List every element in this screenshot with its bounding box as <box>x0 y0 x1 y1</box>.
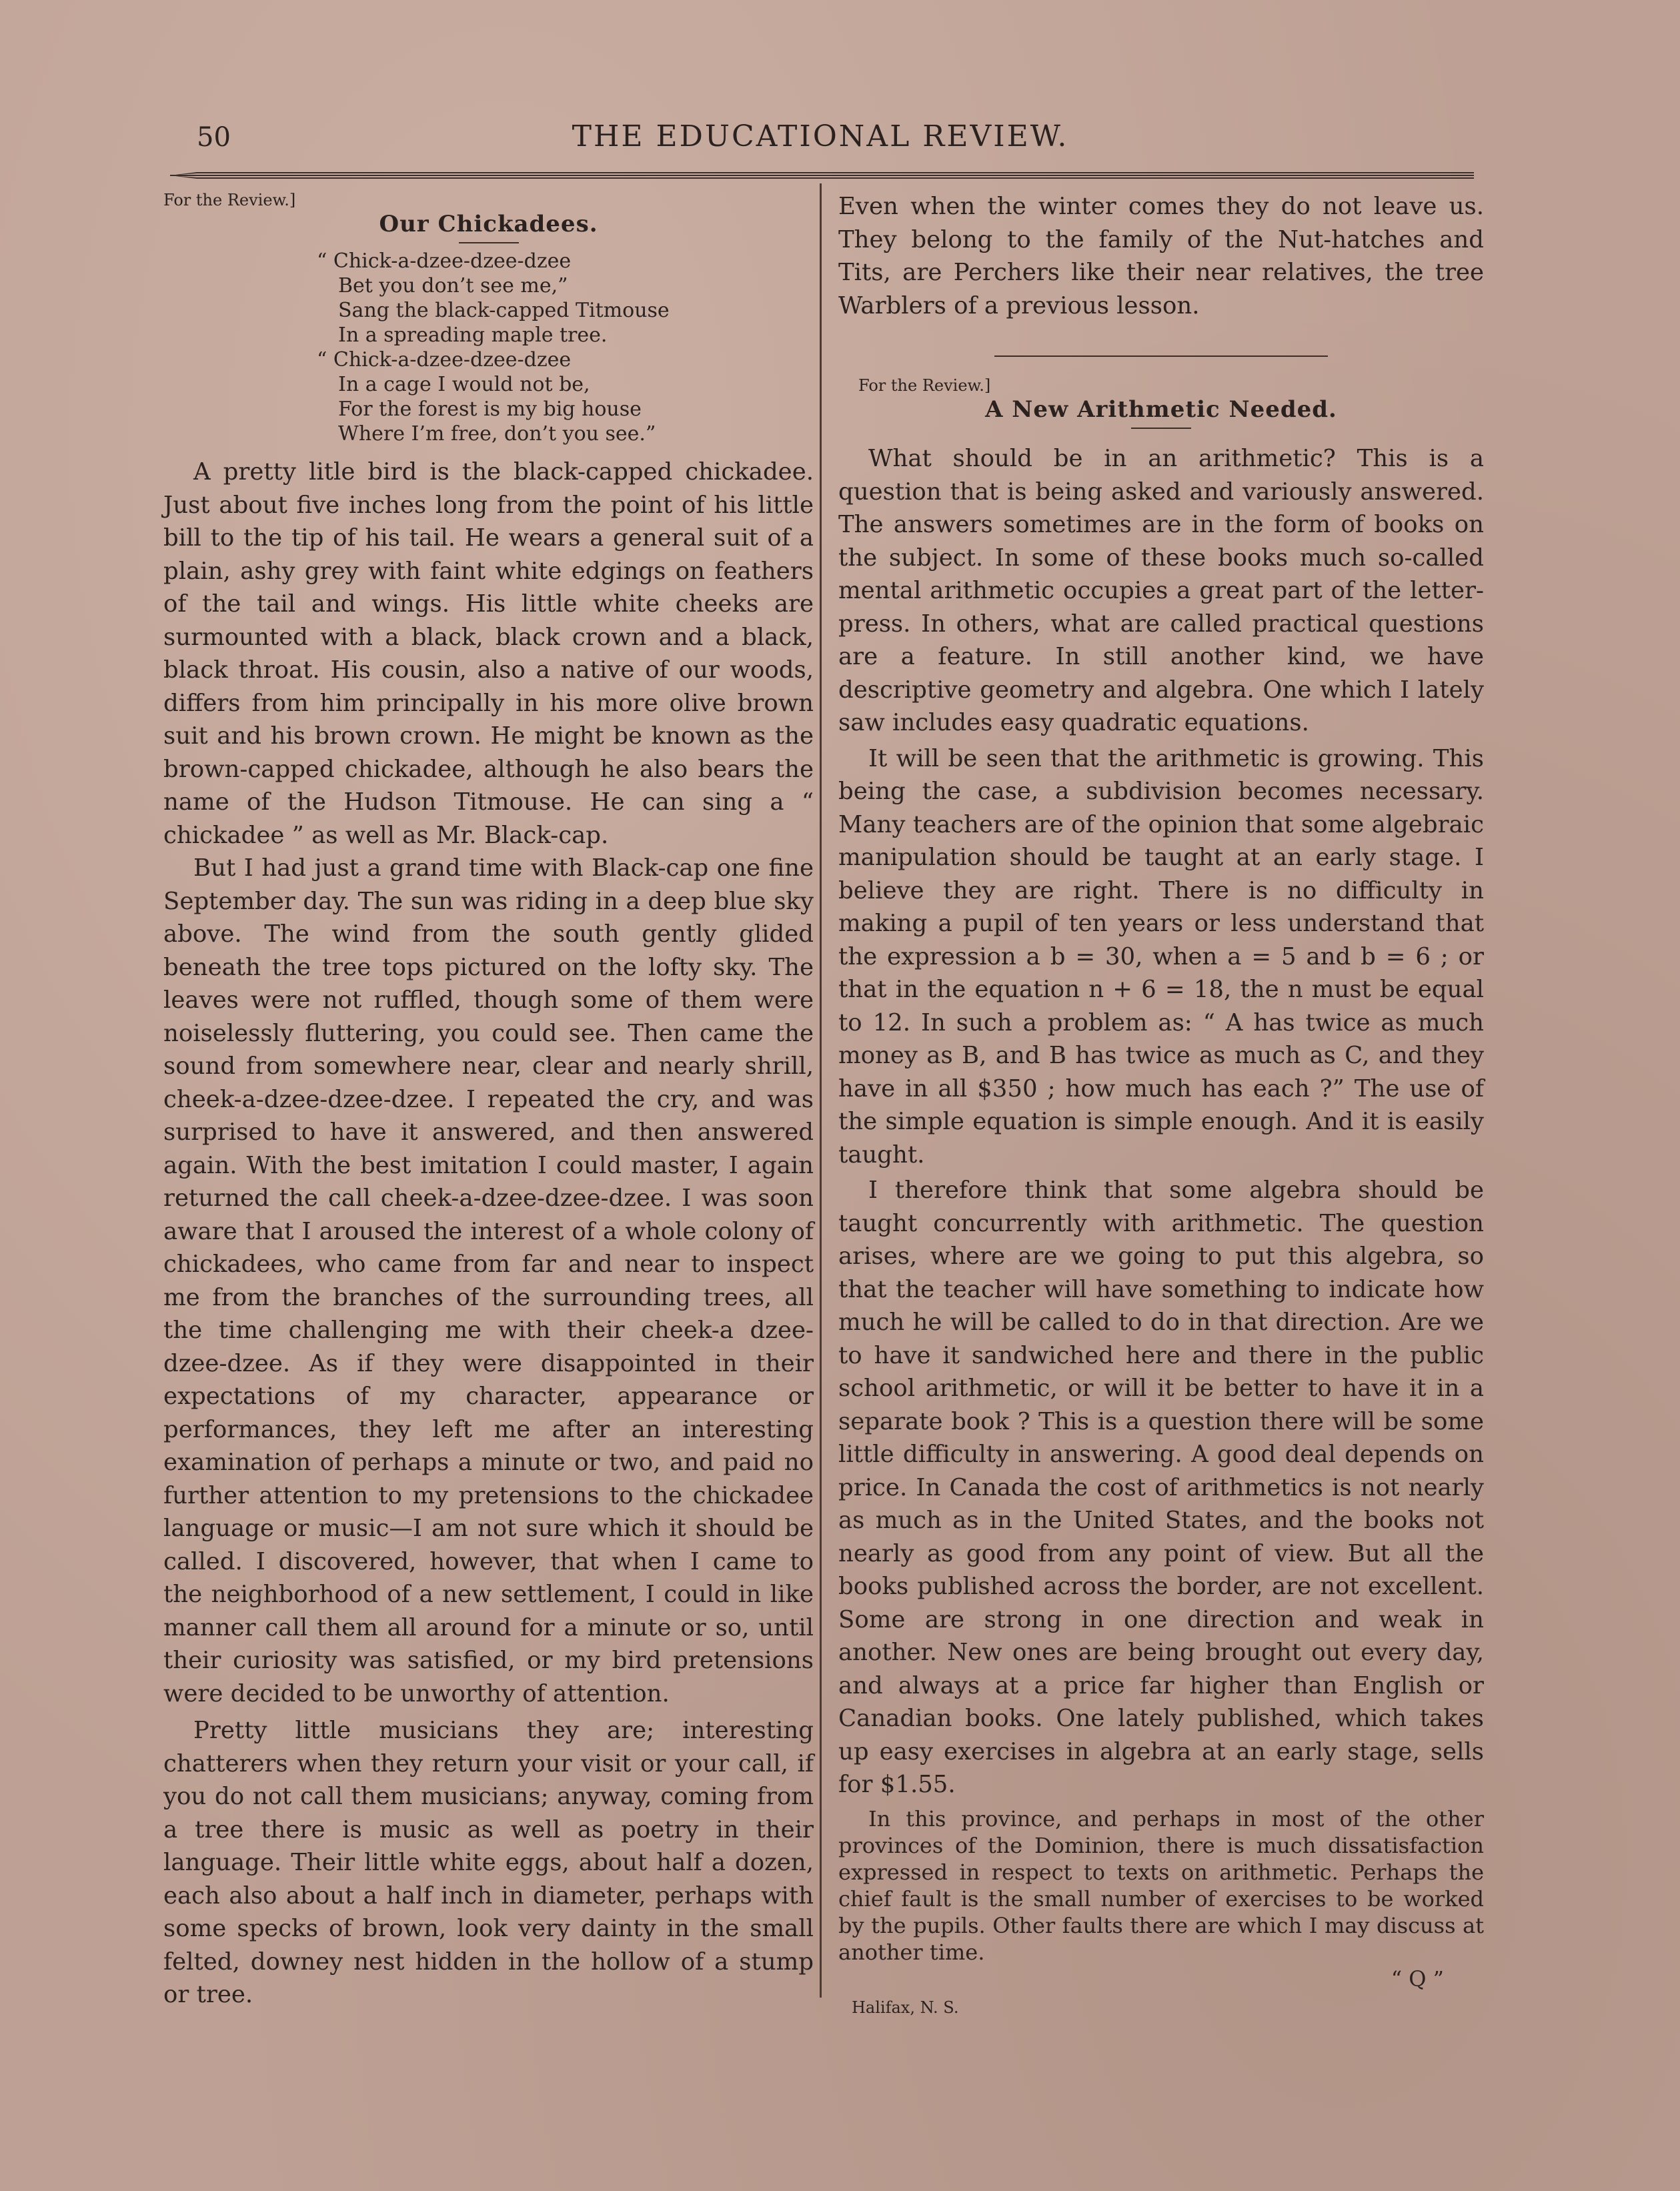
dateline: Halifax, N. S. <box>852 1998 959 2017</box>
title-rule <box>459 242 519 243</box>
paragraph: I therefore think that some algebra should be taught concurrently with arithmetic. The question arises, where are we going to put this algebra, so that the teacher will have something to indicate how much he will be called to do in that direction. Are we to have it sandwiched here and there in the public school arithmetic, or will it be better to have it in a separate book ? This is a question there will be some little difficulty in answering. A good deal depends on price. In Canada the cost of arithmetics is not nearly as much as in the United States, and the books not nearly as good from any point of view. But all the books published across the border, are not excellent. Some are strong in one direction and weak in another. New ones are being brought out every day, and always at a price far higher than English or Canadian books. One lately published, which takes up easy exercises in algebra at an early stage, sells for $1.55. <box>838 1177 1484 1798</box>
left-column <box>163 190 814 2012</box>
article-title: A New Arithmetic Needed. <box>985 396 1337 423</box>
poem-line: Bet you don’t see me,” <box>338 274 568 297</box>
page-number: 50 <box>197 122 231 153</box>
paragraph: Even when the winter comes they do not leave us. They belong to the family of the Nut-hatches and Tits, are Perchers like their near relatives, the tree Warblers of a previous lesson. <box>838 193 1484 319</box>
running-title: THE EDUCATIONAL REVIEW. <box>572 119 1069 153</box>
paragraph: In this province, and perhaps in most of the other provinces of the Dominion, there is much dissatisfaction expressed in respect to texts on arithmetic. Perhaps the chief fault is the small number of exercises to be worked by the pupils. Other faults there are which I may discuss at another time. <box>838 1805 1484 1965</box>
paragraph: It will be seen that the arithmetic is growing. This being the case, a subdivision becomes necessary. Many teachers are of the opinion that some algebraic manipulation should be taught at an early stage. I believe they are right. There is no difficulty in making a pupil of ten years or less understand that the expression a b = 30, when a = 5 and b = 6 ; or that in the equation n + 6 = 18, the n must be equal to 12. In such a problem as: “ A has twice as much money as B, and B has twice as much as C, and they have in all $350 ; how much has each ?” The use of the simple equation is simple enough. And it is easily taught. <box>838 744 1484 1169</box>
paragraph: But I had just a grand time with Black-cap one fine September day. The sun was riding in a deep blue sky above. The wind from the south gently glided beneath the tree tops pictured on the lofty sky. The leaves were not ruffled, though some of them were noiselessly fluttering, you could see. Then came the sound from somewhere near, clear and nearly shrill, cheek-a-dzee-dzee-dzee. I repeated the cry, and was surprised to have it answered, and then answered again. With the best imitation I could master, I again returned the call cheek-a-dzee-dzee-dzee. I was soon aware that I aroused the interest of a whole colony of chickadees, who came from far and near to inspect me from the branches of the surrounding trees, all the time challenging me with their cheek-a dzee-dzee-dzee. As if they were disappointed in their expectations of my character, appearance or performances, they left me after an interesting examination of perhaps a minute or two, and paid no further attention to my pretensions to the chickadee language or music—I am not sure which it should be called. I discovered, however, that when I came to the neighborhood of a new settlement, I could in like manner call them all around for a minute or so, until their curiosity was satisfied, or my bird pretensions were decided to be unworthy of attention. <box>163 854 814 1707</box>
signature: “ Q ” <box>1391 1966 1444 1992</box>
paragraph: What should be in an arithmetic? This is a question that is being asked and variously answered. The answers sometimes are in the form of books on the subject. In some of these books much so-called mental arithmetic occupies a great part of the letter-press. In others, what are called practical questions are a feature. In still another kind, we have descriptive geometry and algebra. One which I lately saw includes easy quadratic equations. <box>838 445 1484 736</box>
article-separator <box>994 355 1328 357</box>
column-divider <box>820 183 822 1998</box>
poem-line: Sang the black-capped Titmouse <box>338 299 670 322</box>
paragraph: A pretty litle bird is the black-capped chickadee. Just about five inches long from the point of his little bill to the tip of his tail. He wears a general suit of a plain, ashy grey with faint white edgings on feathers of the tail and wings. His little white cheeks are surmounted with a black, black crown and a black, black throat. His cousin, also a native of our woods, differs from him principally in his more olive brown suit and his brown crown. He might be known as the brown-capped chickadee, although he also bears the name of the Hudson Titmouse. He can sing a “ chickadee ” as well as Mr. Black-cap. <box>163 458 814 849</box>
poem-line: Where I’m free, don’t you see.” <box>338 422 656 446</box>
article-title: Our Chickadees. <box>379 211 598 237</box>
paragraph: Pretty little musicians they are; interesting chatterers when they return your visit or your call, if you do not call them musicians; anyway, coming from a tree there is music as well as poetry in their language. Their little white eggs, about half a dozen, each also about a half inch in diameter, perhaps with some specks of brown, look very dainty in the small felted, downey nest hidden in the hollow of a stump or tree. <box>163 1717 814 2008</box>
poem-line: “ Chick-a-dzee-dzee-dzee <box>317 348 572 372</box>
poem-line: In a spreading maple tree. <box>338 323 608 347</box>
poem-line: “ Chick-a-dzee-dzee-dzee <box>317 249 572 273</box>
right-column <box>838 190 1484 2018</box>
poem <box>317 249 814 446</box>
header-rule <box>170 170 1474 181</box>
poem-line: For the forest is my big house <box>338 398 642 421</box>
page-header <box>167 117 1474 157</box>
article-source: For the Review.] <box>163 191 296 209</box>
article-source: For the Review.] <box>858 376 991 395</box>
poem-line: In a cage I would not be, <box>338 373 590 396</box>
title-rule <box>1131 428 1191 429</box>
